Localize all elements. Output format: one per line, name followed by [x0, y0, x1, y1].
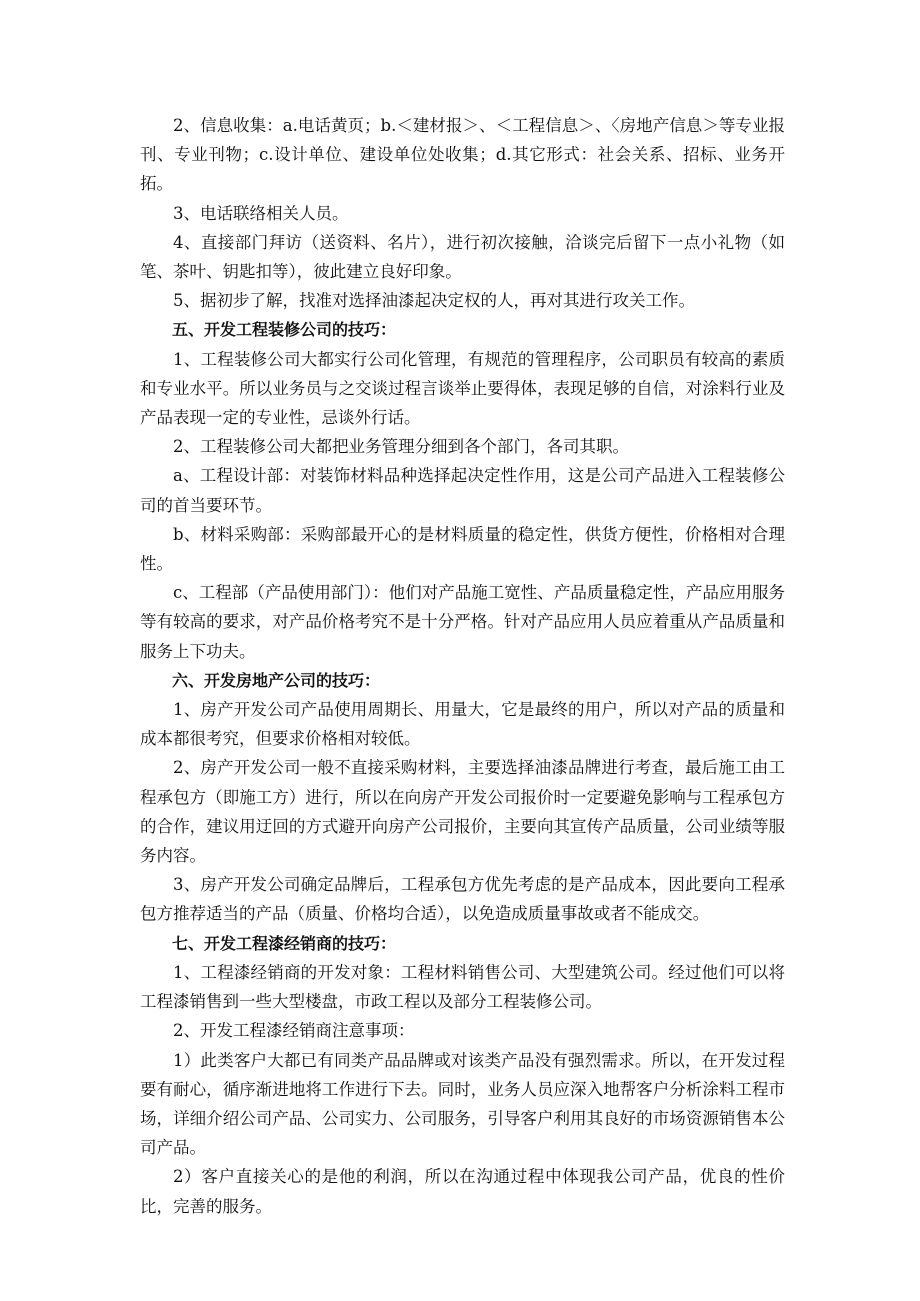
paragraph: 2）客户直接关心的是他的利润，所以在沟通过程中体现我公司产品，优良的性价比，完善的服务。	[140, 1167, 785, 1216]
section-heading: 七、开发工程漆经销商的技巧：	[172, 933, 397, 953]
section-heading: 六、开发房地产公司的技巧：	[172, 670, 381, 690]
paragraph: c、工程部（产品使用部门）：他们对产品施工宽性、产品质量稳定性，产品应用服务等有较高的要求，对产品价格考究不是十分严格。针对产品应用人员应着重从产品质量和服务上下功夫。	[140, 583, 785, 661]
paragraph: 1）此类客户大都已有同类产品品牌或对该类产品没有强烈需求。所以，在开发过程要有耐心，循序渐进地将工作进行下去。同时，业务人员应深入地帮客户分析涂料工程市场，详细介绍公司产品、公司实力、公司服务，引导客户利用其良好的市场资源销售本公司产品。	[140, 1050, 785, 1158]
paragraph: 4、直接部门拜访（送资料、名片），进行初次接触，洽谈完后留下一点小礼物（如笔、茶叶、钥匙扣等），彼此建立良好印象。	[140, 232, 785, 282]
paragraph: b、材料采购部：采购部最开心的是材料质量的稳定性，供货方便性，价格相对合理性。	[140, 524, 785, 574]
paragraph: a、工程设计部：对装饰材料品种选择起决定性作用，这是公司产品进入工程装修公司的首当要环节。	[140, 466, 785, 515]
paragraph: 2、信息收集：a.电话黄页；b.＜建材报＞、＜工程信息＞、〈房地产信息＞等专业报刊、专业刊物；c.设计单位、建设单位处收集；d.其它形式：社会关系、招标、业务开拓。	[140, 116, 785, 194]
paragraph: 2、开发工程漆经销商注意事项：	[173, 1021, 415, 1041]
paragraph: 1、工程漆经销商的开发对象：工程材料销售公司、大型建筑公司。经过他们可以将工程漆销售到一些大型楼盘，市政工程以及部分工程装修公司。	[140, 962, 785, 1012]
paragraph: 3、房产开发公司确定品牌后，工程承包方优先考虑的是产品成本，因此要向工程承包方推荐适当的产品（质量、价格均合适），以免造成质量事故或者不能成交。	[140, 875, 785, 924]
paragraph: 1、房产开发公司产品使用周期长、用量大，它是最终的用户，所以对产品的质量和成本都很考究，但要求价格相对较低。	[140, 700, 785, 749]
paragraph: 5、据初步了解，找准对选择油漆起决定权的人，再对其进行攻关工作。	[173, 291, 695, 311]
paragraph: 3、电话联络相关人员。	[173, 203, 349, 223]
paragraph: 1、工程装修公司大都实行公司化管理，有规范的管理程序，公司职员有较高的素质和专业水平。所以业务员与之交谈过程言谈举止要得体，表现足够的自信，对涂料行业及产品表现一定的专业性，忌谈外行话。	[140, 349, 785, 428]
paragraph: 2、工程装修公司大都把业务管理分细到各个部门，各司其职。	[173, 437, 629, 457]
document-page	[140, 111, 785, 1221]
section-heading: 五、开发工程装修公司的技巧：	[172, 320, 397, 340]
paragraph: 2、房产开发公司一般不直接采购材料，主要选择油漆品牌进行考查，最后施工由工程承包方（即施工方）进行，所以在向房产开发公司报价时一定要避免影响与工程承包方的合作，建议用迂回的方式避开向房产公司报价，主要向其宣传产品质量，公司业绩等服务内容。	[140, 758, 785, 866]
